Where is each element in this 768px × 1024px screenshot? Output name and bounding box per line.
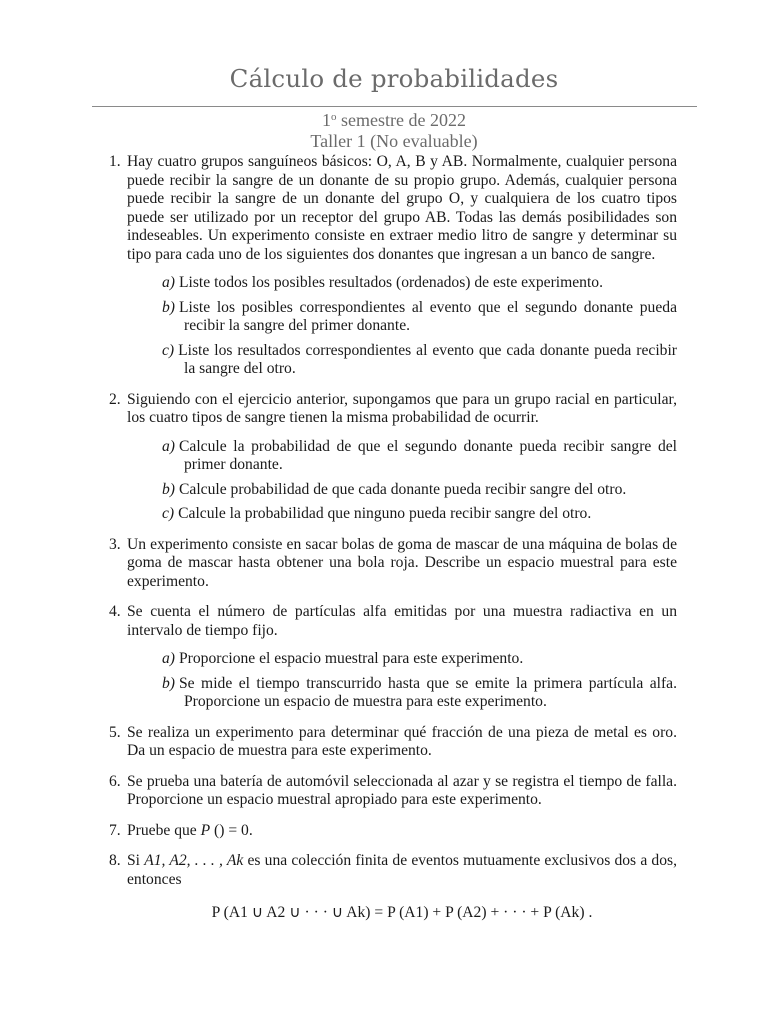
semester-line bbox=[0, 110, 768, 131]
exercise-number: 7. bbox=[109, 821, 121, 839]
subquestion-item bbox=[162, 481, 677, 500]
subquestion-list bbox=[127, 438, 677, 524]
subquestion-item bbox=[162, 650, 677, 669]
exercise-number: 1. bbox=[109, 153, 121, 170]
exercise-text: Se cuenta el número de partículas alfa emitidas por una muestra radiactiva en un intervalo de tiempo fijo. bbox=[127, 603, 677, 639]
exercise-item bbox=[100, 153, 677, 379]
subquestion-label: a) bbox=[162, 650, 175, 667]
exercise-number: 8. bbox=[109, 852, 121, 869]
exercise-text: Un experimento consiste en sacar bolas de goma de mascar de una máquina de bolas de goma de mascar hasta obtener una bola roja. Describe un espacio muestral para este experimento. bbox=[127, 535, 677, 590]
subquestion-label: b) bbox=[162, 674, 175, 692]
subquestion-list bbox=[127, 274, 677, 379]
exercise-item bbox=[100, 773, 677, 810]
exercise-number: 4. bbox=[109, 603, 121, 620]
math-sequence: A1, A2, . . . , Ak bbox=[144, 852, 244, 869]
subquestion-list bbox=[127, 650, 677, 712]
subquestion-label: b) bbox=[162, 298, 175, 316]
subquestion-text: Calcule la probabilidad que ninguno pueda recibir sangre del otro. bbox=[178, 505, 592, 522]
subquestion-item bbox=[162, 675, 677, 712]
exercise-text-suffix: es una colección finita de eventos mutuamente exclusivos dos a dos, entonces bbox=[127, 852, 677, 888]
exercise-text bbox=[127, 822, 677, 841]
subquestion-text: Liste los posibles correspondientes al evento que el segundo donante pueda recibir la sangre del primer donante. bbox=[179, 298, 677, 334]
exercise-item bbox=[100, 536, 677, 592]
subquestion-item bbox=[162, 299, 677, 336]
exercise-item bbox=[100, 724, 677, 761]
math-symbol: P bbox=[200, 821, 211, 839]
subquestion-text: Proporcione el espacio muestral para este experimento. bbox=[179, 650, 524, 667]
subquestion-label: a) bbox=[162, 437, 175, 455]
title-divider bbox=[92, 106, 697, 107]
subquestion-text: Calcule probabilidad de que cada donante pueda recibir sangre del otro. bbox=[179, 480, 627, 498]
subquestion-item bbox=[162, 505, 677, 524]
exercise-text: Se realiza un experimento para determinar qué fracción de una pieza de metal es oro. Da un espacio de muestra para este experimento. bbox=[127, 723, 677, 759]
subquestion-text: Se mide el tiempo transcurrido hasta que se emite la primera partícula alfa. Proporcione un espacio de muestra para este experimento. bbox=[179, 674, 677, 710]
exercise-text-prefix: Pruebe que bbox=[127, 821, 201, 839]
semester-number: 1 bbox=[322, 110, 332, 130]
semester-ordinal: o bbox=[331, 111, 337, 123]
exercise-item bbox=[100, 852, 677, 923]
workshop-line: Taller 1 (No evaluable) bbox=[310, 131, 478, 151]
exercise-item bbox=[100, 603, 677, 712]
exercise-text-prefix: Si bbox=[127, 852, 145, 869]
subquestion-label: c) bbox=[162, 505, 175, 522]
subquestion-item bbox=[162, 274, 677, 293]
exercise-item bbox=[100, 391, 677, 524]
subquestion-text: Liste los resultados correspondientes al evento que cada donante pueda recibir la sangre del otro. bbox=[178, 341, 677, 377]
subquestion-item bbox=[162, 438, 677, 475]
exercise-number: 5. bbox=[109, 723, 121, 741]
exercise-number: 2. bbox=[109, 390, 121, 408]
exercise-text bbox=[127, 852, 677, 889]
display-formula: P (A1 ∪ A2 ∪ · · · ∪ Ak) = P (A1) + P (A2) + · · · + P (Ak) . bbox=[211, 904, 593, 921]
exercise-text: Se prueba una batería de automóvil seleccionada al azar y se registra el tiempo de falla. Proporcione un espacio muestral apropiado para este experimento. bbox=[127, 772, 677, 808]
exercise-number: 6. bbox=[109, 772, 121, 790]
exercise-text-suffix: () = 0. bbox=[210, 821, 253, 839]
exercise-item bbox=[100, 822, 677, 841]
subquestion-text: Liste todos los posibles resultados (ordenados) de este experimento. bbox=[179, 274, 603, 291]
exercise-list bbox=[100, 153, 677, 935]
subquestion-label: a) bbox=[162, 274, 175, 291]
semester-text: semestre de 2022 bbox=[336, 110, 466, 130]
exercise-text: Hay cuatro grupos sanguíneos básicos: O, A, B y AB. Normalmente, cualquier persona puede recibir la sangre de un donante de su propio grupo. Además, cualquier persona puede recibir la sangre de un donante del grupo O, y cualquiera de los cuatro tipos puede ser utilizado por un receptor del grupo AB. Todas las demás posibilidades son indeseables. Un experimento consiste en extraer medio litro de sangre y determinar su tipo para cada uno de los siguientes dos donantes que ingresan a un banco de sangre. bbox=[127, 153, 677, 263]
subquestion-label: c) bbox=[162, 341, 175, 359]
exercise-text: Siguiendo con el ejercicio anterior, supongamos que para un grupo racial en particular, los cuatro tipos de sangre tienen la misma probabilidad de ocurrir. bbox=[127, 390, 677, 426]
subquestion-item bbox=[162, 342, 677, 379]
subquestion-label: b) bbox=[162, 480, 175, 498]
page-title: Cálculo de probabilidades bbox=[229, 64, 559, 93]
subquestion-text: Calcule la probabilidad de que el segundo donante pueda recibir sangre del primer donante. bbox=[179, 437, 677, 473]
exercise-number: 3. bbox=[109, 535, 121, 553]
